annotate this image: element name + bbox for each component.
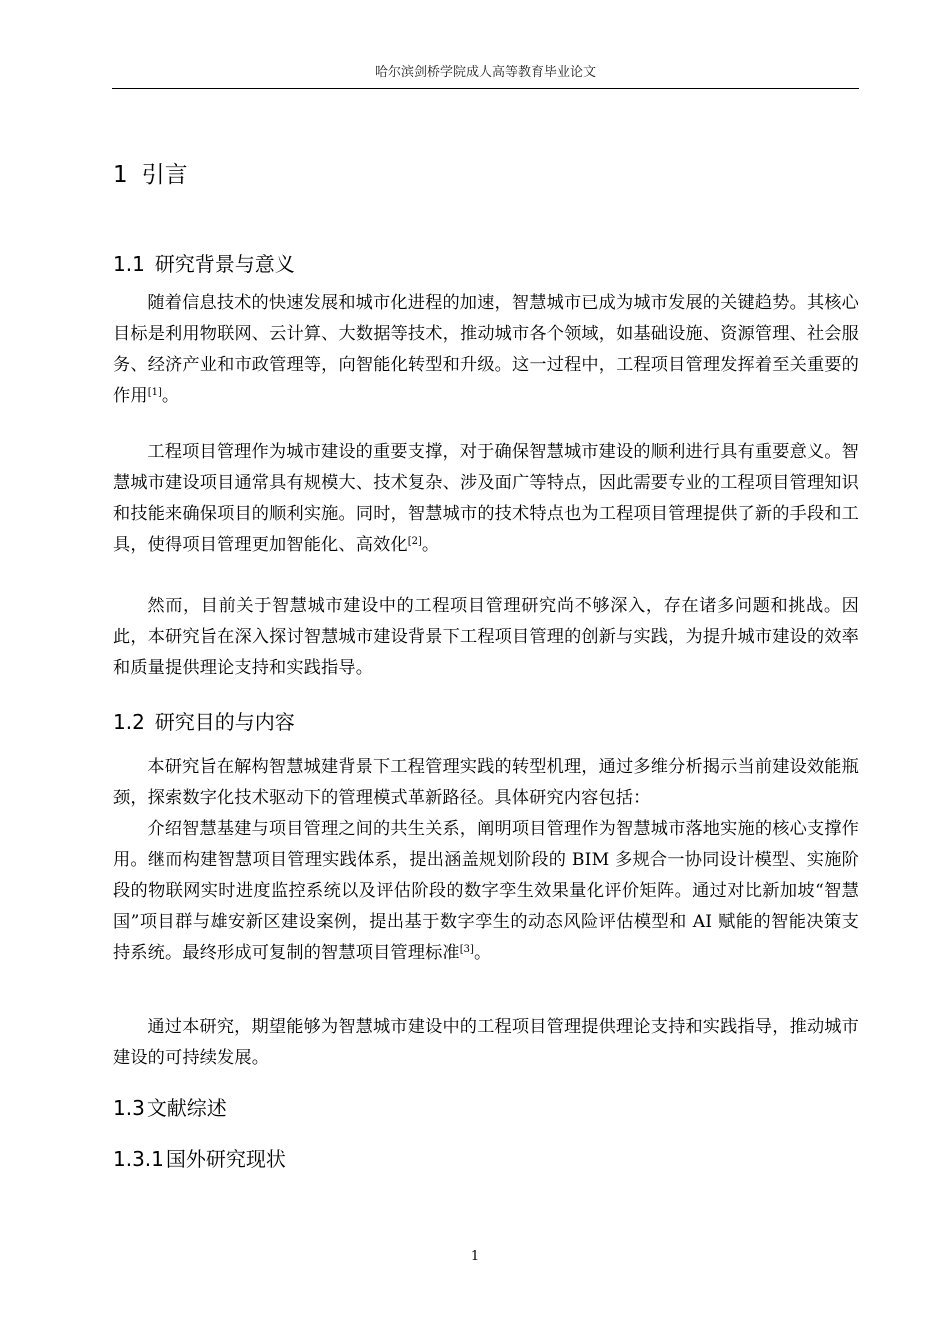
paragraph: [113, 437, 859, 561]
paragraph-tail: 。: [421, 534, 440, 555]
subsection-title: 国外研究现状: [165, 1147, 286, 1171]
citation-ref: [2]: [407, 535, 422, 547]
section-title: 研究目的与内容: [154, 710, 295, 734]
running-header: 哈尔滨剑桥学院成人高等教育毕业论文: [374, 65, 596, 80]
paragraph: [113, 591, 859, 684]
chapter-heading: [113, 160, 188, 190]
paragraph-text: 然而，目前关于智慧城市建设中的工程项目管理研究尚不够深入，存在诸多问题和挑战。因此，本研究旨在深入探讨智慧城市建设背景下工程项目管理的创新与实践，为提升城市建设的效率和质量提供理论支持和实践指导。: [113, 596, 859, 678]
paragraph: [113, 752, 859, 814]
paragraph-text: 工程项目管理作为城市建设的重要支撑，对于确保智慧城市建设的顺利进行具有重要意义。智慧城市建设项目通常具有规模大、技术复杂、涉及面广等特点，因此需要专业的工程项目管理知识和技能来确保项目的顺利实施。同时，智慧城市的技术特点也为工程项目管理提供了新的手段和工具，使得项目管理更加智能化、高效化: [113, 442, 859, 555]
paragraph-text: 本研究旨在解构智慧城建背景下工程管理实践的转型机理，通过多维分析揭示当前建设效能瓶颈，探索数字化技术驱动下的管理模式革新路径。具体研究内容包括：: [113, 757, 859, 808]
paragraph-tail: 。: [161, 385, 180, 406]
paragraph: [113, 1012, 859, 1074]
section-number: 1.2: [113, 710, 145, 734]
section-title: 文献综述: [146, 1096, 227, 1120]
citation-ref: [1]: [147, 386, 162, 398]
section-heading-1-1: [113, 250, 295, 278]
paragraph: [113, 288, 859, 412]
header-rule: [112, 88, 859, 89]
paragraph-text: 通过本研究，期望能够为智慧城市建设中的工程项目管理提供理论支持和实践指导，推动城市建设的可持续发展。: [113, 1017, 859, 1068]
paragraph: [113, 814, 859, 969]
subsection-heading-1-3-1: [113, 1145, 286, 1173]
chapter-title: 引言: [141, 162, 188, 188]
page-number: 1: [470, 1249, 480, 1264]
section-number: 1.1: [113, 252, 145, 276]
subsection-number: 1.3.1: [113, 1147, 164, 1171]
paragraph-text: 介绍智慧基建与项目管理之间的共生关系，阐明项目管理作为智慧城市落地实施的核心支撑作用。继而构建智慧项目管理实践体系，提出涵盖规划阶段的 BIM 多规合一协同设计模型、实施阶段的物联网实时进度监控系统以及评估阶段的数字孪生效果量化评价矩阵。通过对比新加坡“智慧国”项目群与雄安新区建设案例，提出基于数字孪生的动态风险评估模型和 AI 赋能的智能决策支持系统。最终形成可复制的智慧项目管理标准: [113, 819, 859, 963]
paragraph-text: 随着信息技术的快速发展和城市化进程的加速，智慧城市已成为城市发展的关键趋势。其核心目标是利用物联网、云计算、大数据等技术，推动城市各个领域，如基础设施、资源管理、社会服务、经济产业和市政管理等，向智能化转型和升级。这一过程中，工程项目管理发挥着至关重要的作用: [113, 293, 859, 406]
section-title: 研究背景与意义: [154, 252, 295, 276]
section-number: 1.3: [113, 1096, 145, 1120]
paragraph-tail: 。: [473, 942, 492, 963]
citation-ref: [3]: [459, 943, 474, 955]
section-heading-1-2: [113, 708, 295, 736]
section-heading-1-3: [113, 1094, 227, 1122]
chapter-number: 1: [113, 162, 128, 188]
